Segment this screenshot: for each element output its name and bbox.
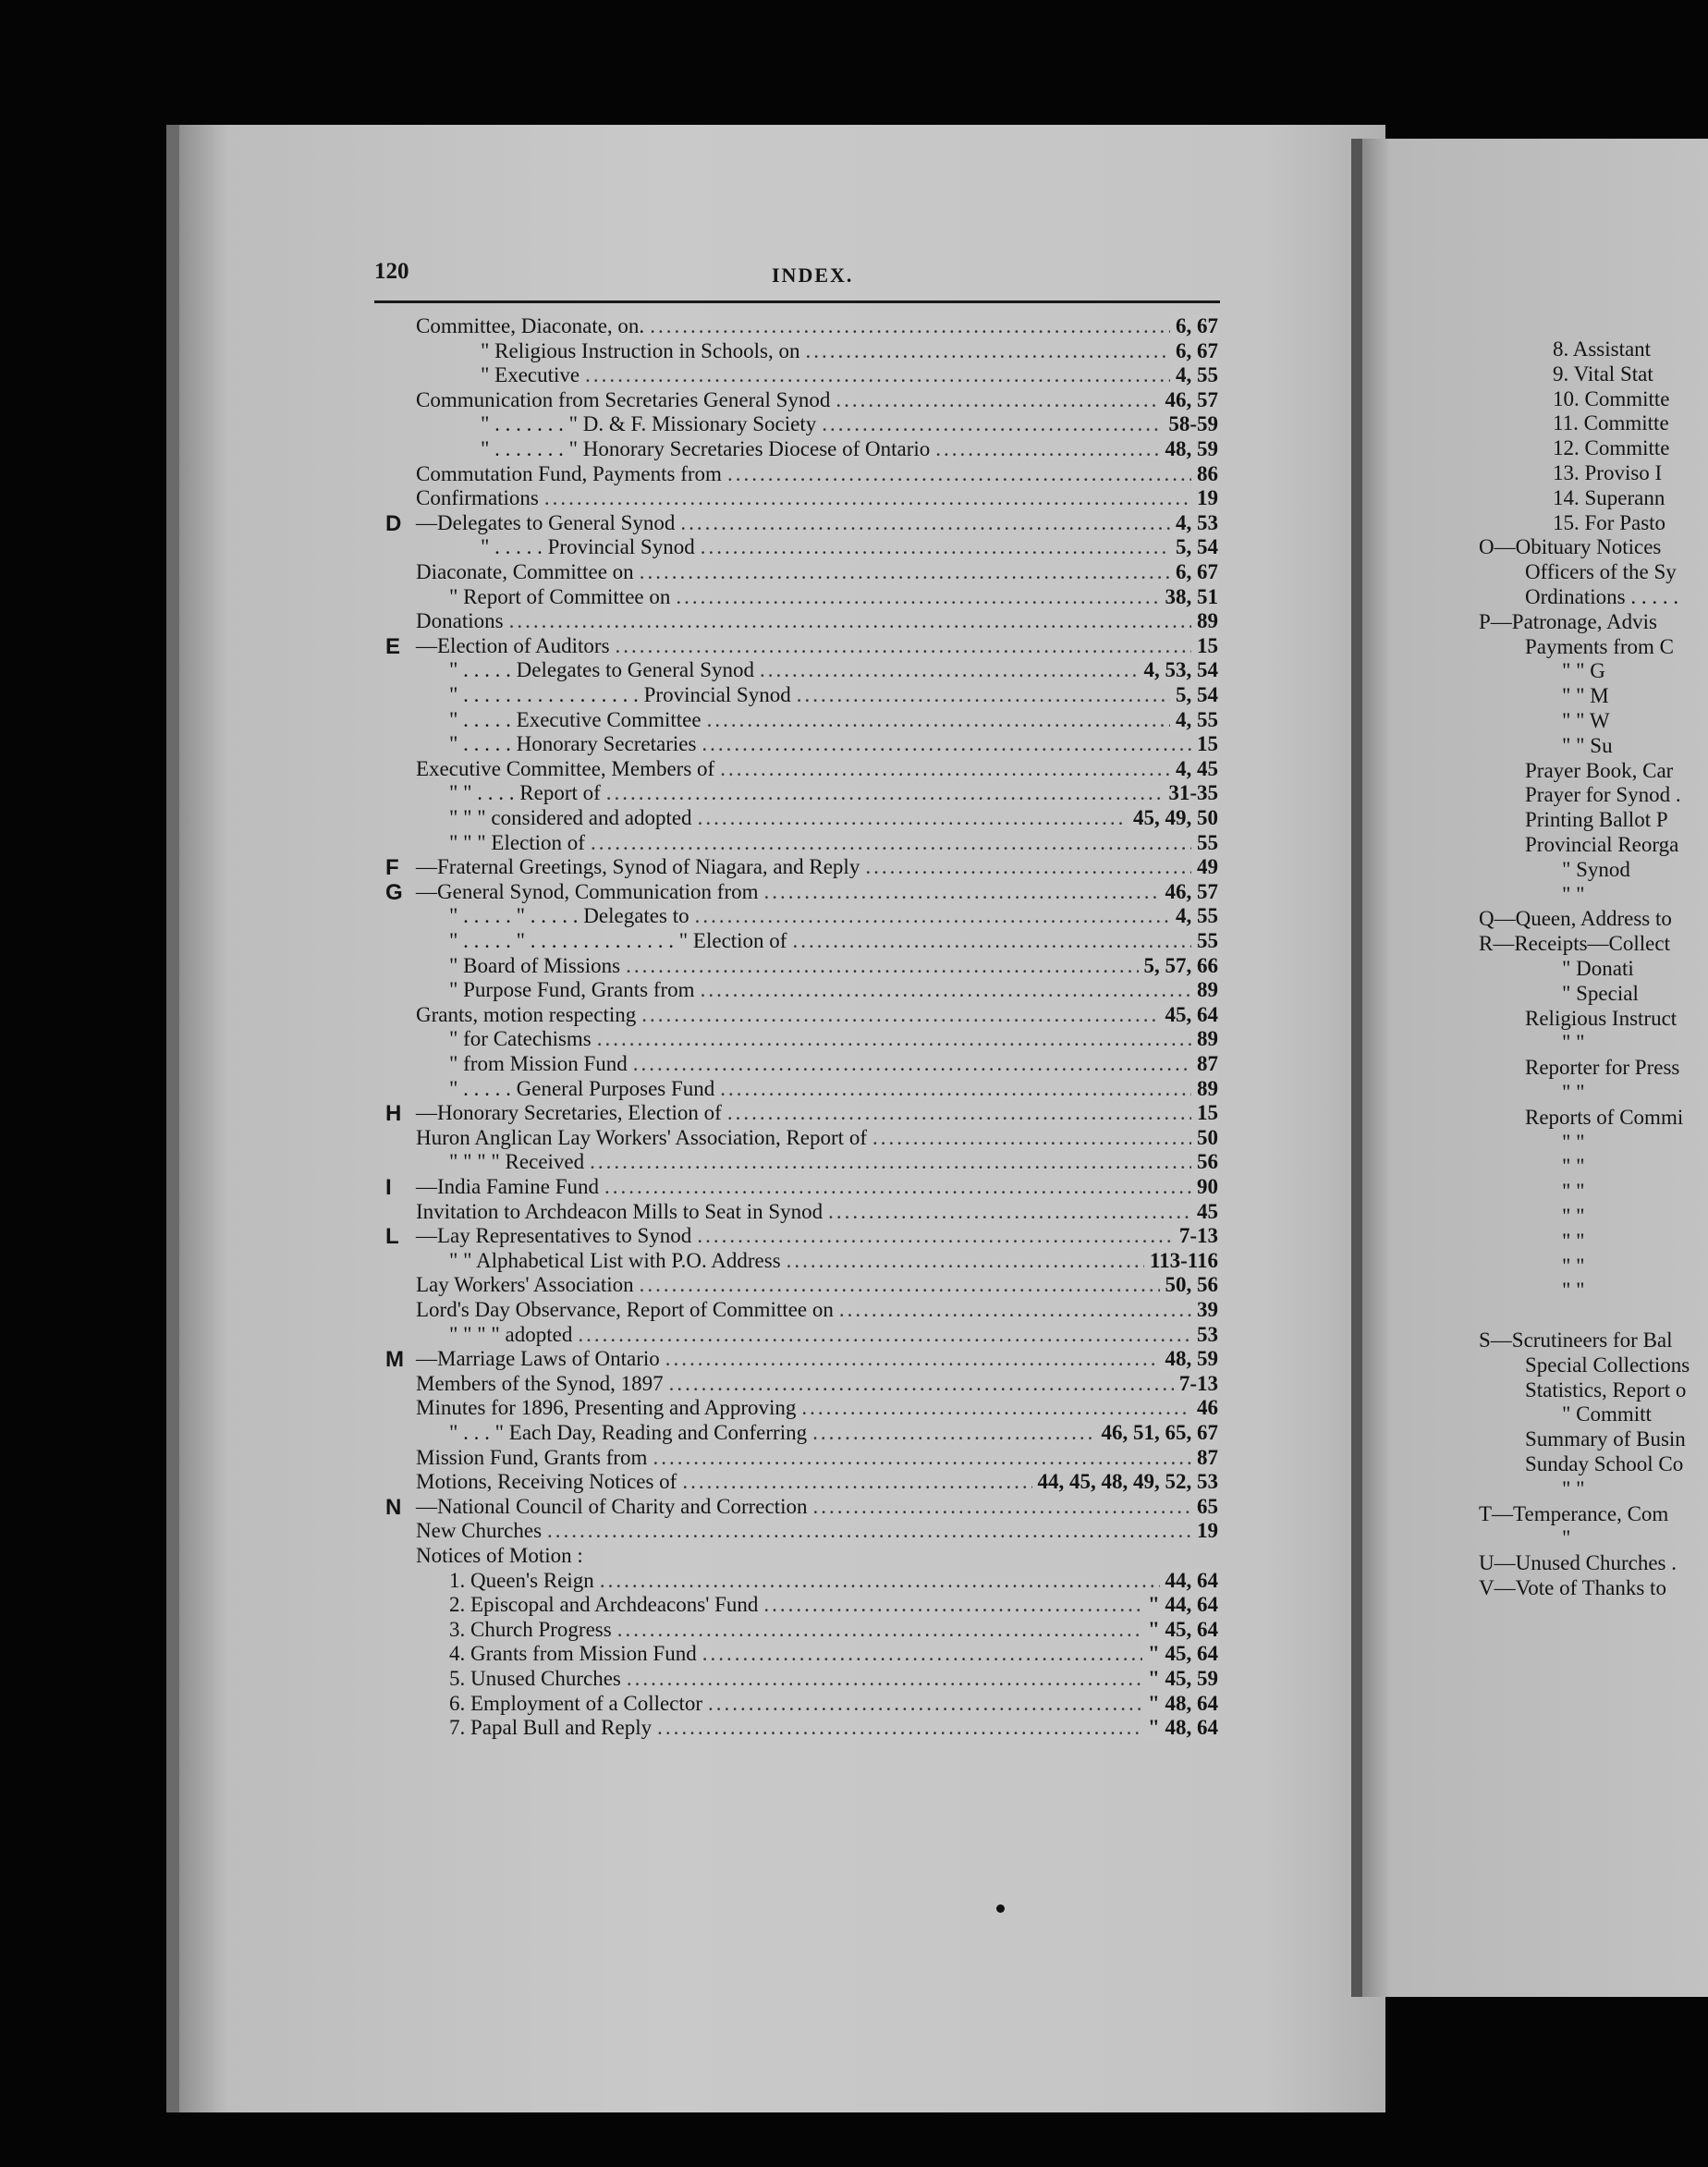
index-entry xyxy=(481,535,1218,560)
index-entry-text: Donations xyxy=(416,609,504,633)
index-entry-pages: 48, 59 xyxy=(1160,437,1219,461)
index-entry xyxy=(416,1298,1218,1323)
index-entry xyxy=(449,1618,1218,1643)
page-number: 120 xyxy=(374,259,409,284)
index-entry xyxy=(449,954,1218,979)
right-index-entry: Religious Instruct xyxy=(1525,1006,1678,1030)
index-entry xyxy=(416,1544,1218,1569)
dot-leader xyxy=(792,929,1213,953)
right-index-entry: " " Su xyxy=(1562,733,1613,757)
dot-leader xyxy=(797,683,1213,707)
dot-leader xyxy=(585,363,1213,387)
index-entry xyxy=(385,879,1218,905)
right-index-entry: Reporter for Press xyxy=(1525,1056,1680,1080)
right-index-entry: Ordinations . . . . . xyxy=(1525,585,1679,608)
index-entry-text: " Report of Committee on xyxy=(449,584,671,608)
index-entry-pages: " 45, 64 xyxy=(1142,1642,1218,1666)
index-entry-text: —Delegates to General Synod xyxy=(416,510,676,534)
dot-leader xyxy=(641,1003,1213,1027)
right-index-entry: Payments from C xyxy=(1525,634,1674,658)
index-entry-pages: 53 xyxy=(1191,1323,1218,1347)
dot-leader xyxy=(657,1716,1213,1740)
right-index-entry: Sunday School Co xyxy=(1525,1452,1684,1475)
dot-leader xyxy=(597,1027,1213,1051)
index-entry-text: —National Council of Charity and Correction xyxy=(416,1494,808,1518)
dot-leader xyxy=(633,1052,1213,1076)
index-entry-text: " . . . . . Honorary Secretaries xyxy=(449,732,697,756)
index-entry xyxy=(449,1323,1218,1348)
index-entry-text: Executive Committee, Members of xyxy=(416,756,715,780)
index-entry-pages: 113-116 xyxy=(1144,1249,1218,1273)
index-entry xyxy=(449,781,1218,806)
index-entry-pages: 15 xyxy=(1191,732,1218,756)
index-entry-pages: 7-13 xyxy=(1174,1372,1218,1396)
index-entry-pages: 6, 67 xyxy=(1170,314,1218,338)
right-index-entry: " xyxy=(1562,1526,1571,1550)
index-entry-text: Commutation Fund, Payments from xyxy=(416,461,722,485)
index-entry xyxy=(481,339,1218,364)
index-section-letter: L xyxy=(385,1224,399,1250)
index-entry xyxy=(449,658,1218,683)
right-index-entry: " " xyxy=(1562,1279,1585,1303)
ink-dot xyxy=(996,1904,1005,1913)
index-entry-text: 4. Grants from Mission Fund xyxy=(449,1642,697,1666)
index-entry-text: New Churches xyxy=(416,1519,543,1543)
index-entry-pages: 6, 67 xyxy=(1170,339,1218,363)
index-entry xyxy=(416,1003,1218,1028)
index-entry xyxy=(449,683,1218,708)
dot-leader xyxy=(650,314,1213,338)
dot-leader xyxy=(640,560,1213,584)
dot-leader xyxy=(720,757,1213,781)
dot-leader xyxy=(836,388,1213,412)
index-entry-text: 7. Papal Bull and Reply xyxy=(449,1716,653,1740)
index-entry-text: " " " " Received xyxy=(449,1150,585,1174)
index-entry xyxy=(385,1101,1218,1127)
index-entry-pages: 56 xyxy=(1191,1150,1218,1174)
index-entry-pages: 31-35 xyxy=(1163,781,1218,805)
right-index-entry: " " xyxy=(1562,1130,1585,1154)
index-entry xyxy=(416,1372,1218,1397)
dot-leader xyxy=(695,904,1213,928)
right-index-entry: " " xyxy=(1562,1476,1585,1500)
index-entry-text: —General Synod, Communication from xyxy=(416,879,759,903)
index-entry-pages: 49 xyxy=(1191,855,1218,879)
index-entry-text: —Honorary Secretaries, Election of xyxy=(416,1101,722,1125)
index-entry-pages: 87 xyxy=(1191,1446,1218,1470)
dot-leader xyxy=(822,412,1213,436)
index-entry xyxy=(416,486,1218,511)
dot-leader xyxy=(544,486,1213,510)
index-entry xyxy=(385,510,1218,536)
right-index-entry: " " xyxy=(1562,1180,1585,1204)
index-entry-text: Invitation to Archdeacon Mills to Seat in Synod xyxy=(416,1199,824,1223)
index-entry-text: " . . . . . Delegates to General Synod xyxy=(449,658,755,682)
index-entry xyxy=(481,363,1218,388)
index-entry-pages: 4, 53, 54 xyxy=(1139,658,1219,682)
right-index-entry: " " W xyxy=(1562,709,1610,732)
dot-leader xyxy=(626,954,1213,978)
index-section-letter: F xyxy=(385,855,399,881)
dot-leader xyxy=(720,1077,1213,1101)
dot-leader xyxy=(669,1372,1213,1396)
dot-leader xyxy=(616,634,1213,658)
index-entry-pages: " 48, 64 xyxy=(1142,1716,1218,1740)
dot-leader xyxy=(604,1175,1213,1199)
index-entry xyxy=(449,1249,1218,1274)
dot-leader xyxy=(702,732,1213,756)
dot-leader xyxy=(801,1396,1213,1420)
index-entry xyxy=(385,633,1218,659)
index-entry xyxy=(385,855,1218,881)
index-entry xyxy=(449,1027,1218,1052)
index-entry xyxy=(449,929,1218,954)
index-entry-text: " Executive xyxy=(481,363,580,387)
index-entry-text: " " " " adopted xyxy=(449,1322,573,1346)
index-entry-pages: 5, 54 xyxy=(1170,535,1218,559)
index-entry-pages: 15 xyxy=(1191,1101,1218,1125)
dot-leader xyxy=(764,880,1214,904)
right-index-entry: " " xyxy=(1562,1205,1585,1228)
index-entry xyxy=(449,1692,1218,1717)
index-entry-text: Minutes for 1896, Presenting and Approving xyxy=(416,1396,797,1420)
right-index-entry: 12. Committe xyxy=(1553,436,1670,460)
right-index-entry: " " xyxy=(1562,882,1585,906)
index-entry-text: " for Catechisms xyxy=(449,1027,592,1051)
right-index-entry: S—Scrutineers for Bal xyxy=(1479,1328,1673,1352)
index-entry-pages: 4, 55 xyxy=(1170,904,1218,928)
dot-leader xyxy=(839,1298,1213,1322)
right-index-entry: " " M xyxy=(1562,684,1609,708)
index-entry-pages: 45, 49, 50 xyxy=(1128,806,1218,830)
index-entry-text: " . . . . . Provincial Synod xyxy=(481,535,695,559)
index-entry-pages: 46, 51, 65, 67 xyxy=(1096,1421,1219,1445)
dot-leader xyxy=(627,1667,1213,1691)
index-entry-pages: 5, 54 xyxy=(1170,683,1218,707)
index-entry-pages: 50 xyxy=(1191,1126,1218,1150)
index-entry-text: Huron Anglican Lay Workers' Association, Report of xyxy=(416,1125,867,1149)
right-index-entry: Reports of Commi xyxy=(1525,1105,1684,1129)
index-entry xyxy=(385,1347,1218,1373)
index-entry-text: " . . . . . . . " D. & F. Missionary Society xyxy=(481,412,817,436)
index-entry-text: 5. Unused Churches xyxy=(449,1667,621,1690)
index-entry-pages: 45 xyxy=(1191,1200,1218,1224)
index-section-letter: D xyxy=(385,510,402,536)
index-entry-text: " . . . . . Executive Committee xyxy=(449,707,702,731)
index-entry xyxy=(449,1569,1218,1594)
index-entry-text: 1. Queen's Reign xyxy=(449,1568,594,1592)
index-entry-text: Grants, motion respecting xyxy=(416,1002,637,1026)
right-index-entry: " " xyxy=(1562,1155,1585,1179)
index-entry-text: " . . . . . " . . . . . Delegates to xyxy=(449,904,689,928)
right-index-entry: " " G xyxy=(1562,659,1605,683)
index-entry-pages: 15 xyxy=(1191,634,1218,658)
right-index-entry: Printing Ballot P xyxy=(1525,808,1668,832)
dot-leader xyxy=(600,1569,1213,1593)
index-entry xyxy=(449,978,1218,1003)
dot-leader xyxy=(640,1273,1213,1297)
index-entry-text: Notices of Motion : xyxy=(416,1544,583,1567)
index-entry-pages: 44, 45, 48, 49, 52, 53 xyxy=(1032,1470,1219,1494)
index-entry xyxy=(449,1077,1218,1102)
index-entry-text: " Religious Instruction in Schools, on xyxy=(481,338,800,362)
index-entry-text: " . . . . . " . . . . . . . . . . . . . . " Election of xyxy=(449,929,787,952)
right-index-entry: 9. Vital Stat xyxy=(1553,361,1653,386)
index-entry-pages: 89 xyxy=(1191,1077,1218,1101)
index-entry xyxy=(416,609,1218,634)
index-entry xyxy=(416,1200,1218,1225)
right-index-entry: U—Unused Churches . xyxy=(1479,1551,1677,1575)
dot-leader xyxy=(591,831,1213,855)
dot-leader xyxy=(653,1446,1213,1470)
index-entry xyxy=(385,1494,1218,1520)
index-entry xyxy=(449,904,1218,929)
dot-leader xyxy=(727,1101,1213,1125)
dot-leader xyxy=(697,1224,1213,1248)
index-entry-pages: 39 xyxy=(1191,1298,1218,1322)
index-entry xyxy=(449,1052,1218,1077)
dot-leader xyxy=(702,1642,1213,1666)
index-section-letter: I xyxy=(385,1175,392,1200)
index-entry-text: " . . . . . . . . . . . . . . . . . Provincial Synod xyxy=(449,683,791,706)
index-entry-text: " from Mission Fund xyxy=(449,1052,628,1075)
right-index-entry: Statistics, Report o xyxy=(1525,1377,1687,1402)
right-index-entry: " Special xyxy=(1562,981,1639,1005)
index-section-letter: H xyxy=(385,1101,402,1127)
index-entry-text: " Purpose Fund, Grants from xyxy=(449,978,695,1002)
index-entry xyxy=(416,314,1218,339)
index-entry-text: —Fraternal Greetings, Synod of Niagara, and Reply xyxy=(416,855,860,879)
index-entry-pages: 46 xyxy=(1191,1396,1218,1420)
index-entry-pages: 65 xyxy=(1191,1495,1218,1519)
right-index-entry: " " xyxy=(1562,1031,1585,1055)
index-entry-text: " " " Election of xyxy=(449,830,585,854)
right-index-entry: R—Receipts—Collect xyxy=(1479,932,1670,956)
index-entry xyxy=(449,1642,1218,1667)
index-entry xyxy=(416,560,1218,585)
index-entry xyxy=(416,388,1218,413)
right-index-entry: 14. Superann xyxy=(1553,485,1665,509)
index-entry-text: " " . . . . Report of xyxy=(449,781,601,805)
index-entry-pages: 19 xyxy=(1191,486,1218,510)
index-entry xyxy=(449,708,1218,733)
dot-leader xyxy=(707,708,1213,732)
right-index-entry: 11. Committe xyxy=(1553,411,1669,435)
dot-leader xyxy=(865,855,1213,879)
index-entry-pages: " 45, 59 xyxy=(1142,1667,1218,1691)
dot-leader xyxy=(509,609,1213,633)
dot-leader xyxy=(701,535,1213,559)
dot-leader xyxy=(578,1323,1213,1347)
dot-leader xyxy=(606,781,1213,805)
dot-leader xyxy=(547,1519,1213,1543)
index-entry-pages: 46, 57 xyxy=(1160,388,1219,412)
right-index-entry: 15. For Pasto xyxy=(1553,510,1666,534)
index-entry-pages: 19 xyxy=(1191,1519,1218,1543)
index-section-letter: M xyxy=(385,1347,404,1373)
index-entry xyxy=(449,732,1218,757)
index-entry-text: " " " considered and adopted xyxy=(449,806,692,829)
index-entry xyxy=(416,1126,1218,1151)
right-index-entry: " " xyxy=(1562,1081,1585,1104)
index-entry-pages: 4, 55 xyxy=(1170,708,1218,732)
index-entry xyxy=(416,1519,1218,1544)
index-entry-pages: 4, 53 xyxy=(1170,511,1218,535)
index-entry-text: 2. Episcopal and Archdeacons' Fund xyxy=(449,1593,759,1617)
index-entry xyxy=(416,757,1218,782)
index-entry-pages: 46, 57 xyxy=(1160,880,1219,904)
index-entry-pages: 48, 59 xyxy=(1160,1347,1219,1371)
index-entry-text: Lay Workers' Association xyxy=(416,1273,634,1297)
index-entry-pages: 87 xyxy=(1191,1052,1218,1076)
right-index-entry: " Committ xyxy=(1562,1402,1652,1426)
index-entry xyxy=(416,1273,1218,1298)
right-index-entry: T—Temperance, Com xyxy=(1479,1501,1669,1525)
index-entry-pages: 6, 67 xyxy=(1170,560,1218,584)
index-entry-text: —India Famine Fund xyxy=(416,1175,600,1198)
right-index-entry: P—Patronage, Advis xyxy=(1479,609,1657,633)
index-section-letter: E xyxy=(385,633,401,659)
dot-leader xyxy=(828,1200,1213,1224)
right-index-entry: 8. Assistant xyxy=(1553,337,1652,361)
header-rule xyxy=(374,300,1220,303)
index-entry xyxy=(449,1667,1218,1692)
right-index-entry: 10. Committe xyxy=(1553,386,1670,410)
index-entry-text: 6. Employment of a Collector xyxy=(449,1691,703,1715)
index-entry-text: Communication from Secretaries General Synod xyxy=(416,387,831,411)
index-entry-text: " " Alphabetical List with P.O. Address xyxy=(449,1248,781,1272)
right-index-entry: O—Obituary Notices xyxy=(1479,535,1662,559)
index-entry-text: —Lay Representatives to Synod xyxy=(416,1224,692,1248)
right-index-entry: Summary of Busin xyxy=(1525,1427,1686,1451)
dot-leader xyxy=(813,1495,1214,1519)
right-index-entry: " Synod xyxy=(1562,857,1630,881)
index-entry-text: Diaconate, Committee on xyxy=(416,560,634,583)
index-entry-pages: 58-59 xyxy=(1163,412,1218,436)
index-entry-text: " Board of Missions xyxy=(449,953,621,977)
dot-leader xyxy=(676,585,1213,609)
index-entry xyxy=(481,437,1218,462)
right-index-entry: Officers of the Sy xyxy=(1525,560,1677,584)
index-entry-pages: 44, 64 xyxy=(1160,1569,1219,1593)
dot-leader xyxy=(805,339,1213,363)
index-entry xyxy=(449,585,1218,610)
right-index-entry: 13. Proviso I xyxy=(1553,461,1663,484)
index-entry xyxy=(416,1470,1218,1495)
dot-leader xyxy=(872,1126,1213,1150)
index-entry xyxy=(416,462,1218,487)
index-entry-pages: 55 xyxy=(1191,929,1218,953)
index-entry-pages: 89 xyxy=(1191,609,1218,633)
index-entry-text: " . . . . . . . " Honorary Secretaries Diocese of Ontario xyxy=(481,437,931,460)
index-entry-text: Motions, Receiving Notices of xyxy=(416,1470,677,1494)
right-index-entry: Prayer for Synod . xyxy=(1525,783,1681,807)
index-entry-text: " . . . . . General Purposes Fund xyxy=(449,1076,715,1100)
index-entry-text: Members of the Synod, 1897 xyxy=(416,1371,664,1395)
index-entry-text: " . . . " Each Day, Reading and Conferring xyxy=(449,1421,808,1444)
right-index-entry: Prayer Book, Car xyxy=(1525,758,1674,782)
index-entry-text: Committee, Diaconate, on. xyxy=(416,314,645,337)
index-entry xyxy=(416,1446,1218,1471)
index-entry-pages: 50, 56 xyxy=(1160,1273,1219,1297)
page-heading: INDEX. xyxy=(772,263,854,287)
index-entry-text: Lord's Day Observance, Report of Committee on xyxy=(416,1298,834,1321)
dot-leader xyxy=(708,1692,1213,1716)
index-entry-pages: 4, 45 xyxy=(1170,757,1218,781)
index-entry xyxy=(385,1224,1218,1250)
index-entry-pages: 45, 64 xyxy=(1160,1003,1219,1027)
index-entry-pages: 5, 57, 66 xyxy=(1139,954,1219,978)
right-index-entry: Special Collections xyxy=(1525,1353,1690,1377)
dot-leader xyxy=(727,462,1213,486)
index-entry xyxy=(449,1593,1218,1618)
right-index-entry: " Donati xyxy=(1562,957,1634,980)
index-entry-pages: " 44, 64 xyxy=(1142,1593,1218,1617)
index-entry-pages: 4, 55 xyxy=(1170,363,1218,387)
right-index-entry: V—Vote of Thanks to xyxy=(1479,1576,1666,1599)
index-entry-text: Mission Fund, Grants from xyxy=(416,1445,648,1469)
index-entry-pages: " 48, 64 xyxy=(1142,1692,1218,1716)
index-entry xyxy=(416,1396,1218,1421)
dot-leader xyxy=(701,978,1213,1002)
index-entry-pages: 90 xyxy=(1191,1175,1218,1199)
index-entry xyxy=(449,806,1218,831)
index-entry xyxy=(449,1421,1218,1446)
index-entry-pages: 89 xyxy=(1191,1027,1218,1051)
right-index-entry: " " xyxy=(1562,1254,1585,1278)
index-entry xyxy=(449,1150,1218,1175)
dot-leader xyxy=(617,1618,1213,1642)
dot-leader xyxy=(590,1150,1213,1174)
index-entry xyxy=(449,831,1218,856)
right-index-entry: Provincial Reorga xyxy=(1525,833,1679,856)
index-section-letter: G xyxy=(385,879,403,905)
index-entry-text: —Marriage Laws of Ontario xyxy=(416,1347,660,1371)
right-index-entry: " " xyxy=(1562,1229,1585,1253)
index-entry-text: 3. Church Progress xyxy=(449,1617,612,1641)
index-entry-pages: " 45, 64 xyxy=(1142,1618,1218,1642)
index-entry xyxy=(385,1175,1218,1200)
dot-leader xyxy=(680,511,1213,535)
index-entry-pages: 55 xyxy=(1191,831,1218,855)
index-section-letter: N xyxy=(385,1494,402,1520)
index-entry xyxy=(449,1716,1218,1741)
right-index-entry: Q—Queen, Address to xyxy=(1479,907,1672,931)
index-entry-pages: 38, 51 xyxy=(1160,585,1219,609)
index-entry-text: —Election of Auditors xyxy=(416,633,610,657)
index-entry-text: Confirmations xyxy=(416,486,539,510)
dot-leader xyxy=(665,1347,1213,1371)
index-entry xyxy=(481,412,1218,437)
index-entry-pages: 89 xyxy=(1191,978,1218,1002)
index-entry-pages: 7-13 xyxy=(1174,1224,1218,1248)
index-entry-pages: 86 xyxy=(1191,462,1218,486)
